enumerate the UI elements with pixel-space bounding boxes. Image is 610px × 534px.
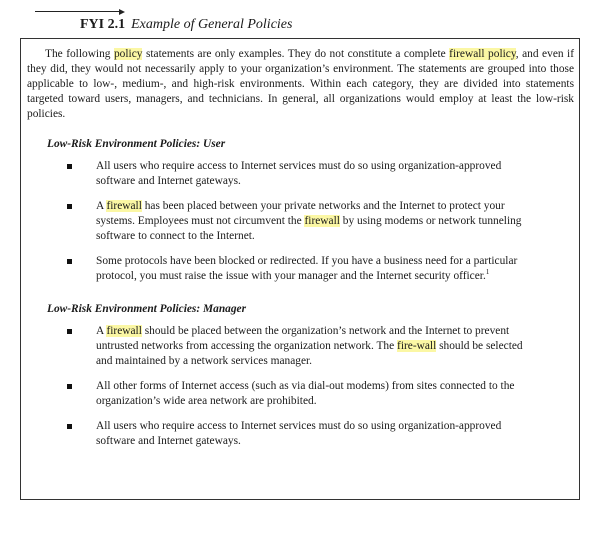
policy-text: A firewall should be placed between the organization’s network and the Internet to prevent untrusted networks from accessing the organization network. The fire-wall should be selected and maintained by a network services manager.	[96, 325, 523, 367]
policy-text: All other forms of Internet access (such as via dial-out modems) from sites connected to the organization’s wide area network are prohibited.	[96, 380, 515, 407]
intro-paragraph: The following policy statements are only examples. They do not constitute a complete firewall policy, and even if they did, they would not necessarily apply to your organization’s environment. The statements are grouped into those applicable to low-, medium-, and high-risk environments. Within each category, they are divided into statements targeted toward users, managers, and technicians. In general, all organizations would employ at least the low-risk policies.	[27, 48, 575, 120]
list-item	[27, 379, 574, 409]
fyi-box	[20, 38, 580, 500]
list-item	[27, 199, 574, 244]
fyi-label: FYI 2.1	[80, 17, 126, 32]
policy-text: Some protocols have been blocked or redirected. If you have a business need for a particular protocol, you must raise the issue with your manager and the Internet security officer.$^1$	[96, 255, 518, 282]
policy-text: All users who require access to Internet services must do so using organization-approved software and Internet gateways.	[96, 160, 502, 187]
user-policy-list	[27, 159, 574, 284]
manager-policy-list	[27, 324, 574, 449]
highlight: fire-wall	[397, 340, 437, 352]
list-item	[27, 419, 574, 449]
bullet-icon	[67, 259, 72, 264]
highlight: firewall	[106, 200, 142, 212]
policy-text: All users who require access to Internet services must do so using organization-approved software and Internet gateways.	[96, 420, 502, 447]
highlight: firewall	[106, 325, 142, 337]
highlight: firewall	[304, 215, 340, 227]
bullet-icon	[67, 204, 72, 209]
arrow-icon	[35, 9, 125, 15]
section-title-user: Low-Risk Environment Policies: User	[47, 138, 226, 150]
list-item	[27, 254, 574, 284]
highlight: policy	[113, 48, 143, 60]
fyi-caption: Example of General Policies	[131, 17, 293, 32]
footnote-ref: 1	[485, 268, 490, 277]
section-title-manager: Low-Risk Environment Policies: Manager	[47, 303, 247, 315]
fyi-title	[80, 17, 292, 33]
bullet-icon	[67, 329, 72, 334]
policy-text: A firewall has been placed between your private networks and the Internet to protect your systems. Employees must not circumvent the firewall by using modems or network tunneling software to connect to the Internet.	[96, 200, 522, 242]
highlight: firewall policy	[449, 48, 516, 60]
list-item	[27, 324, 574, 369]
bullet-icon	[67, 424, 72, 429]
bullet-icon	[67, 384, 72, 389]
bullet-icon	[67, 164, 72, 169]
list-item	[27, 159, 574, 189]
